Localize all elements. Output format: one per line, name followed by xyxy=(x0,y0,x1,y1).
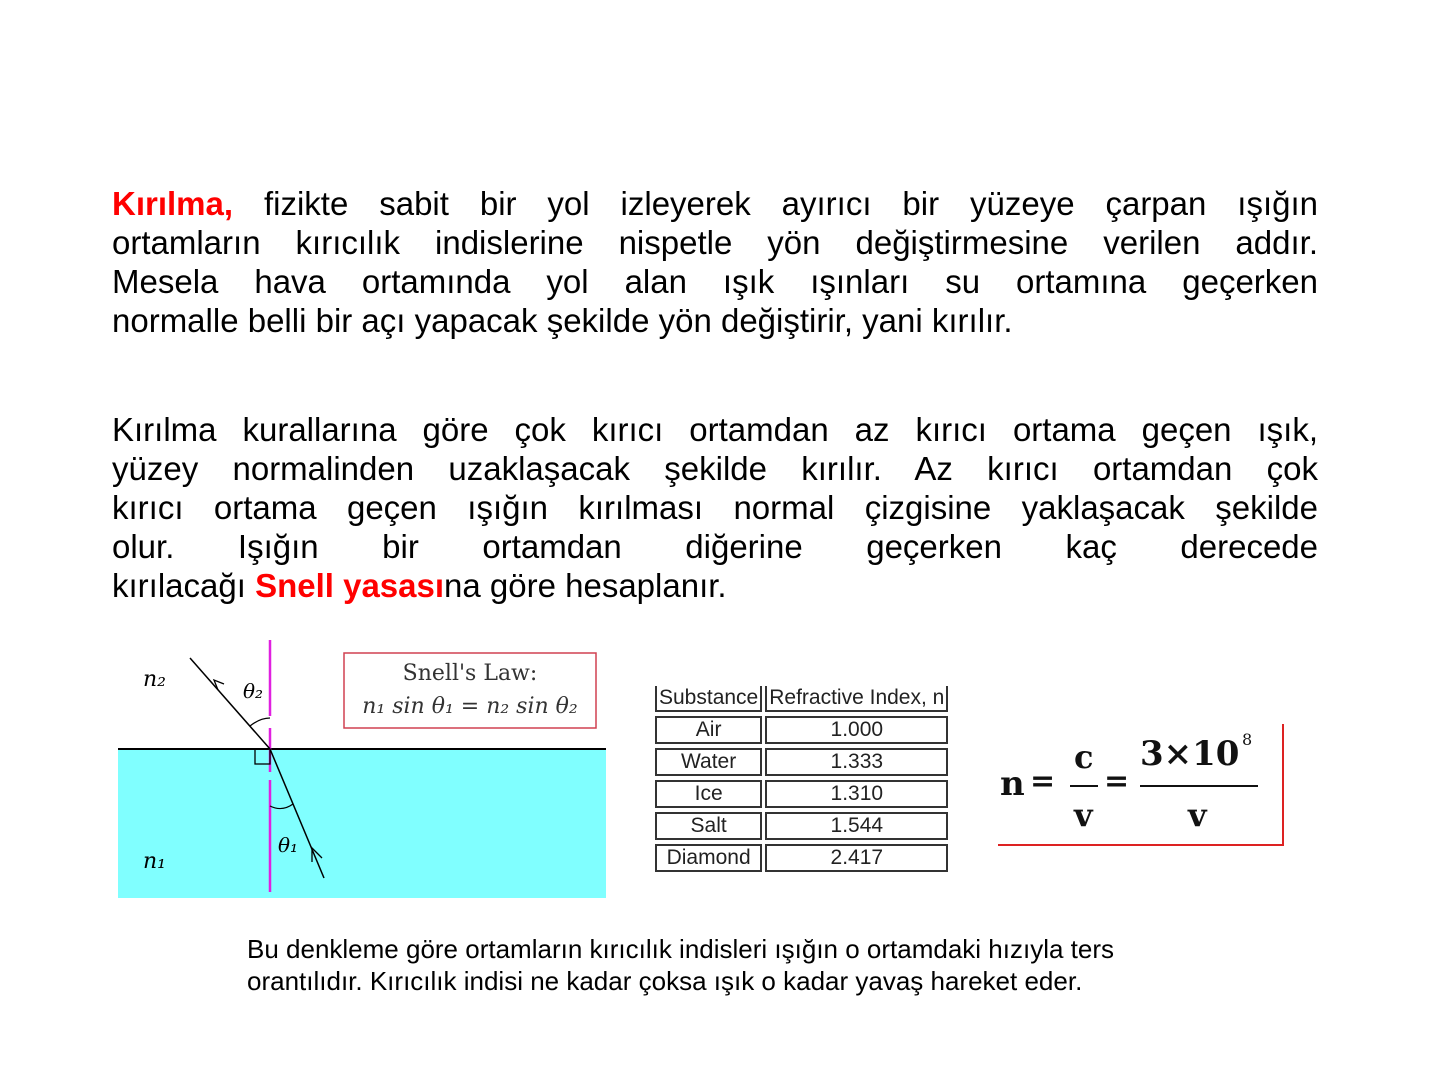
fraction-bar xyxy=(1070,785,1098,787)
refractive-index-table xyxy=(652,682,951,876)
keyword-kirilma: Kırılma, xyxy=(112,185,234,222)
refraction-rules: Kırılma kurallarına göre çok kırıcı ortamdan az kırıcı ortama geçen ışık, yüzey normalinden uzaklaşacak şekilde kırılır. Az kırıcı ortamdan çok kırıcı ortama geçen ışığın kırılması normal çizgisine yaklaşacak şekilde olur. Işığın bir ortamdan diğerine geçerken kaç derecede kırılacağı Snell yasasına göre hesaplanır. xyxy=(112,411,1318,604)
table-row: Salt 1.544 xyxy=(655,812,948,840)
conclusion-note: Bu denkleme göre ortamların kırıcılık indisleri ışığın o ortamdaki hızıyla ters orantılıdır. Kırıcılık indisi ne kadar çoksa ışık o kadar yavaş hareket eder. xyxy=(247,934,1115,996)
table-row: Ice 1.310 xyxy=(655,780,948,808)
water-region xyxy=(118,749,606,898)
refraction-definition: Kırılma, fizikte sabit bir yol izleyerek ayırıcı bir yüzeye çarpan ışığın ortamların kırıcılık indislerine nispetle yön değiştirmesine verilen addır. Mesela hava ortamında yol alan ışık ışınları su ortamına geçerken normalle belli bir açı yapacak şekilde yön değiştirir, yani kırılır. xyxy=(112,185,1318,339)
table-header-row: Substance Refractive Index, n xyxy=(655,686,948,712)
fraction-bar xyxy=(1140,785,1258,787)
snell-diagram xyxy=(110,636,610,902)
angle-arc-theta2 xyxy=(250,718,270,726)
snell-law-equation: n₁ sin θ₁ = n₂ sin θ₂ xyxy=(362,694,578,719)
label-theta2: θ₂ xyxy=(243,679,264,703)
snell-law-title: Snell's Law: xyxy=(402,661,538,686)
keyword-snell: Snell yasası xyxy=(255,567,445,604)
table-row: Air 1.000 xyxy=(655,716,948,744)
table-row: Diamond 2.417 xyxy=(655,844,948,872)
refractive-index-formula: n = c v = 3×10 8 v xyxy=(998,724,1284,846)
table-row: Water 1.333 xyxy=(655,748,948,776)
label-theta1: θ₁ xyxy=(278,833,299,857)
arrow-icon xyxy=(214,680,224,690)
refracted-ray xyxy=(190,658,270,749)
label-n2: n₂ xyxy=(143,667,166,692)
label-n1: n₁ xyxy=(143,849,166,874)
